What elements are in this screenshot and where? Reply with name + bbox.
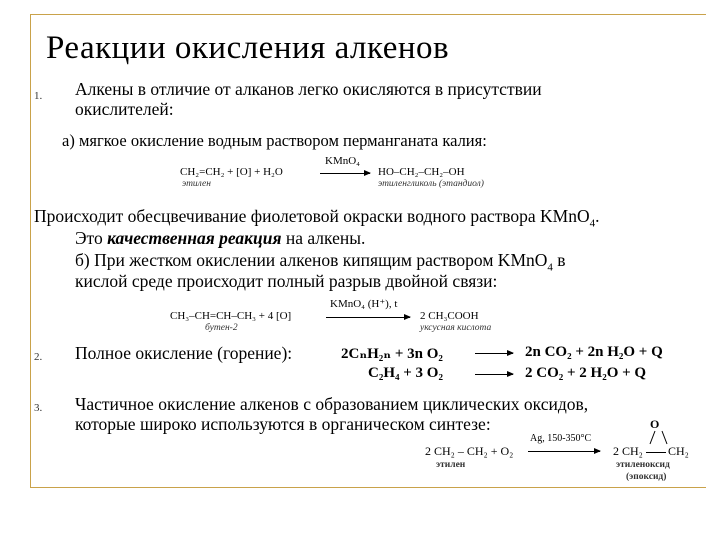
combustion-eq-1-arrow [475,353,513,354]
reaction-2-reagent: KMnO₄ (H⁺), t [330,298,398,310]
reaction-1-label-left: этилен [182,179,211,189]
combustion-eq-2-arrow [475,374,513,375]
combustion-eq-1-left: 2CₙH₂ₙ + 3n O₂ [341,346,443,362]
combustion-eq-1-right: 2n CO₂ + 2n H₂O + Q [525,344,663,360]
frame-bottom-line [30,487,706,488]
item-1-number: 1. [34,90,43,102]
item-1-line-1: Алкены в отличие от алканов легко окисляются в присутствии [75,79,542,99]
item-1-sub-a: а) мягкое окисление водным раствором перманганата калия: [62,131,487,150]
slide-title: Реакции окисления алкенов [46,30,450,66]
reaction-2-reactants: CH₃–CH=CH–CH₃ + 4 [O] [170,310,292,322]
reaction-3-reactants: 2 CH₂ – CH₂ + O₂ [425,444,514,458]
item-1-line-2: окислителей: [75,99,174,119]
reaction-3-reagent: Ag, 150-350°C [530,433,592,444]
combustion-eq-2-right: 2 CO₂ + 2 H₂O + Q [525,365,647,381]
frame-left-line [30,14,31,488]
reaction-1-product: HO–CH₂–CH₂–OH [378,166,465,178]
reaction-1-reagent: KMnO₄ [325,155,361,167]
para-line-2: Это качественная реакция на алкены. [75,228,366,248]
item-3-line-2: которые широко используются в органическом синтезе: [75,414,491,434]
item-3-number: 3. [34,402,43,414]
reaction-1-arrow [320,173,370,174]
reaction-3-product-left: 2 CH₂ [613,444,643,458]
reaction-3-label-left: этилен [436,460,466,470]
reaction-3-arrow [528,451,600,452]
reaction-3-product-right: CH₂ [668,444,689,458]
para-line-4: кислой среде происходит полный разрыв двойной связи: [75,271,498,291]
reaction-1-label-right: этиленгликоль (этандиол) [378,179,484,189]
frame-top-line [30,14,706,15]
reaction-3-label-right-2: (эпоксид) [626,472,667,482]
para-line-1: Происходит обесцвечивание фиолетовой окраски водного раствора KMnO$_4$. [34,206,600,230]
epoxide-oxygen: O [650,417,660,431]
epoxide-cc-bond [646,452,666,453]
reaction-2-label-right: уксусная кислота [420,323,492,333]
item-3-line-1: Частичное окисление алкенов с образованием циклических оксидов, [75,394,589,414]
reaction-2-label-left: бутен-2 [205,323,238,333]
reaction-2-product: 2 CH₃COOH [420,310,479,322]
reaction-3-label-right-1: этиленоксид [616,460,670,470]
reaction-1-reactants: CH₂=CH₂ + [O] + H₂O [180,166,283,178]
para-line-3: б) При жестком окислении алкенов кипящим раствором KMnO$_4$ в [75,250,566,274]
item-2-text: Полное окисление (горение): [75,343,293,363]
reaction-2-arrow [326,317,410,318]
qualitative-reaction-emphasis: качественная реакция [107,228,282,248]
combustion-eq-2-left: C₂H₄ + 3 O₂ [368,365,443,381]
item-2-number: 2. [34,351,43,363]
